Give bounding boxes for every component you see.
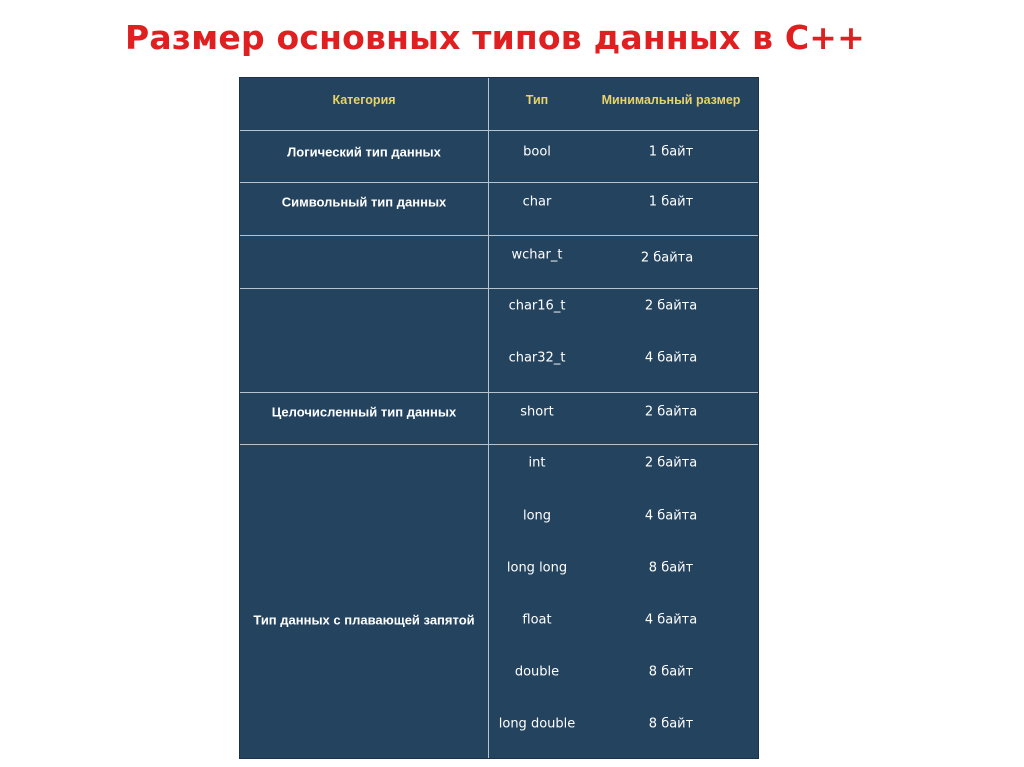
table-cell-type: double xyxy=(514,664,560,680)
row-divider xyxy=(240,392,758,393)
table-cell-size: 2 байта xyxy=(644,455,698,471)
row-divider xyxy=(240,130,758,131)
table-cell-size: 2 байта xyxy=(640,250,694,266)
row-divider xyxy=(240,235,758,236)
table-cell-size: 4 байта xyxy=(644,612,698,628)
table-cell-type: bool xyxy=(523,144,551,160)
table-cell-size: 8 байт xyxy=(648,560,694,576)
table-cell-size: 1 байт xyxy=(648,144,694,160)
table-cell-type: short xyxy=(520,404,554,420)
table-cell-size: 1 байт xyxy=(648,194,694,210)
row-divider xyxy=(240,182,758,183)
column-divider xyxy=(488,78,489,758)
table-cell-type: wchar_t xyxy=(511,247,563,263)
table-cell-category: Тип данных с плавающей запятой xyxy=(253,612,475,628)
table-cell-category: Логический тип данных xyxy=(287,144,441,160)
table-cell-type: float xyxy=(522,612,552,628)
row-divider xyxy=(240,444,758,445)
data-types-table xyxy=(239,77,759,759)
row-divider xyxy=(240,288,758,289)
table-cell-category: Целочисленный тип данных xyxy=(271,404,457,420)
table-cell-size: 2 байта xyxy=(644,404,698,420)
table-cell-size: 2 байта xyxy=(644,298,698,314)
table-cell-type: long double xyxy=(498,716,576,732)
table-cell-type: char32_t xyxy=(508,350,566,366)
table-cell-size: 8 байт xyxy=(648,664,694,680)
table-cell-type: char xyxy=(522,194,552,210)
table-cell-size: 4 байта xyxy=(644,350,698,366)
header-type: Тип xyxy=(525,93,549,107)
table-cell-type: long xyxy=(522,508,552,524)
header-category: Категория xyxy=(332,93,396,107)
table-cell-type: int xyxy=(528,455,546,471)
table-cell-size: 4 байта xyxy=(644,508,698,524)
header-min-size: Минимальный размер xyxy=(601,93,741,107)
table-cell-size: 8 байт xyxy=(648,716,694,732)
table-cell-category: Символьный тип данных xyxy=(281,194,447,210)
table-cell-type: char16_t xyxy=(508,298,566,314)
page-title: Размер основных типов данных в C++ xyxy=(124,18,866,57)
table-cell-type: long long xyxy=(506,560,568,576)
